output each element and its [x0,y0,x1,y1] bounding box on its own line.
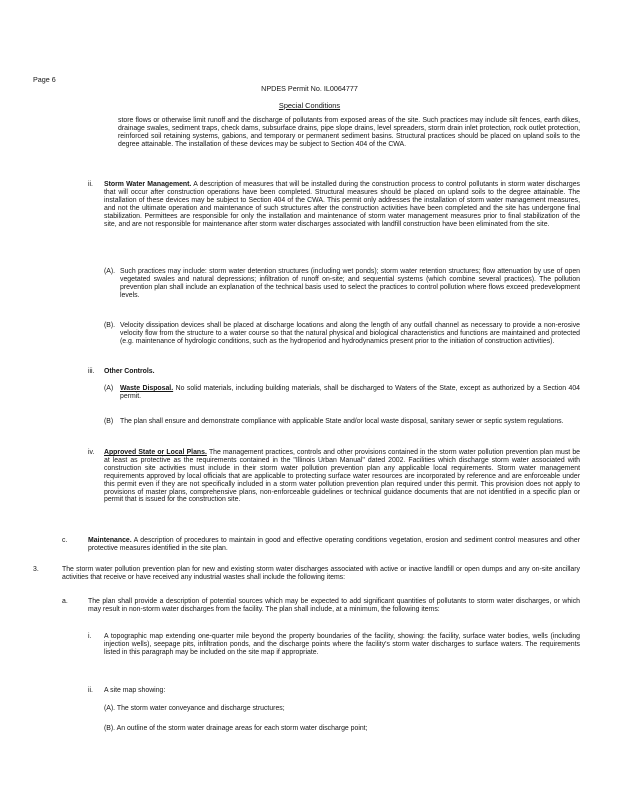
item-iv-heading: Approved State or Local Plans. [104,449,207,456]
item-3a-marker: a. [62,598,68,605]
continuation-paragraph: store flows or otherwise limit runoff and the discharge of pollutants from exposed areas of the site. Such practices may include silt fences, earth dikes, drainage swales, sediment traps, check dams, subsurface drains, pipe slope drains, level spreaders, storm drain inlet protection, rock outlet protection, reinforced soil retaining systems, gabions, and temporary or permanent sediment basins. Structural practices should be placed on upland soils to the degree attainable. The installation of these devices may be subject to Section 404 of the CWA. [118,117,580,148]
item-ii-b-marker: (B). [104,322,116,329]
page-number: Page 6 [33,75,56,84]
item-3a-ii-text: A site map showing: [104,687,166,694]
item-iii-b-text: The plan shall ensure and demonstrate compliance with applicable State and/or local waste disposal, sanitary sewer or septic system regulations. [120,418,564,425]
item-3a-ii-b-text: (B). An outline of the storm water drainage areas for each storm water discharge point; [104,725,368,732]
item-iii-a-heading: Waste Disposal. [120,385,174,392]
item-iv-marker: iv. [88,449,95,456]
item-ii-heading: Storm Water Management. [104,181,192,188]
item-ii-text: A description of measures that will be installed during the construction process to control pollutants in storm water discharges that will occur after construction operations have been completed. Structural measures should be placed on upland soils to the degree attainable. The installation of these devices may be subject to Section 404 of the CWA. This permit only addresses the installation of storm water management measures, and not the ultimate operation and maintenance of such structures after the construction activities have been completed and the site has undergone final stabilization. Permittees are responsible for only the installation and maintenance of storm water management measures prior to final stabilization of the site, and are not responsible for maintenance after storm water discharges associated with landfill construction have been eliminated from the site. [104,181,580,228]
item-iv-text: The management practices, controls and other provisions contained in the storm water pollution prevention plan must be at least as protective as the requirements contained in the "Illinois Urban Manual" dated 2002. Facilities which discharge storm water associated with construction site activities must include in their storm water pollution prevention plan any applicable local requirements. Storm water management requirements approved by local officials that are applicable to protecting surface water resources are incorporated by reference and are enforceable under this permit even if they are not specifically included in a storm water pollution prevention plan required under this permit. This provision does not apply to provisions of master plans, comprehensive plans, non-enforceable guidelines or technical guidance documents that are not identified in a specific plan or permit that is issued for the construction site. [104,449,581,504]
section-title: Special Conditions [278,101,341,110]
item-iii-a-marker: (A) [104,385,114,392]
item-iii-marker: iii. [88,368,95,375]
item-ii-paragraph [104,181,580,228]
item-iii-b-marker: (B) [104,418,114,425]
item-c-heading: Maintenance. [88,537,132,544]
item-3a-i-text: A topographic map extending one-quarter mile beyond the property boundaries of the facility, showing: the facility, surface water bodies, wells (including injection wells), seepage pits, infiltration ponds, and the discharge points where the facility's storm water discharges to surface waters. The requirements listed in this paragraph may be included on the site map if appropriate. [104,633,580,656]
item-3a-text: The plan shall provide a description of potential sources which may be expected to add significant quantities of pollutants to storm water discharges, or which may result in non-storm water discharges from the facility. The plan shall include, at a minimum, the following items: [88,598,580,613]
permit-number-header: NPDES Permit No. IL0064777 [261,84,358,93]
item-iii-heading: Other Controls. [104,368,155,375]
item-ii-a-text: Such practices may include: storm water detention structures (including wet ponds); storm water retention structures; flow attenuation by use of open vegetated swales and natural depressions; infiltration of runoff on-site; and sequential systems (which combine several practices). The pollution prevention plan shall include an explanation of the technical basis used to select the practices to control pollution where flows exceed predevelopment levels. [120,268,580,299]
item-3a-i-marker: i. [88,633,92,640]
item-ii-a-marker: (A). [104,268,116,275]
item-3-text: The storm water pollution prevention plan for new and existing storm water discharges associated with active or inactive landfill or open dumps and any on-site ancillary activities that receive or have received any industrial wastes shall include the following items: [62,566,580,581]
item-3a-ii-a-text: (A). The storm water conveyance and discharge structures; [104,705,285,712]
item-c-paragraph [88,537,580,553]
item-iv-paragraph [104,449,580,504]
item-c-text: A description of procedures to maintain in good and effective operating conditions vegetation, erosion and sediment control measures and other protective measures identified in the site plan. [88,537,580,552]
item-ii-marker: ii. [88,181,93,188]
item-ii-b-text: Velocity dissipation devices shall be placed at discharge locations and along the length of any outfall channel as necessary to provide a non-erosive velocity flow from the structure to a water course so that the natural physical and biological characteristics and functions are maintained and protected (e.g. maintenance of hydrologic conditions, such as the hydroperiod and hydrodynamics present prior to the initiation of construction activities). [120,322,580,345]
item-3a-ii-marker: ii. [88,687,93,694]
item-iii-a-paragraph [120,385,580,401]
item-3-marker: 3. [33,566,39,573]
item-c-marker: c. [62,537,68,544]
item-iii-a-text: No solid materials, including building materials, shall be discharged to Waters of the State, except as authorized by a Section 404 permit. [120,385,580,400]
